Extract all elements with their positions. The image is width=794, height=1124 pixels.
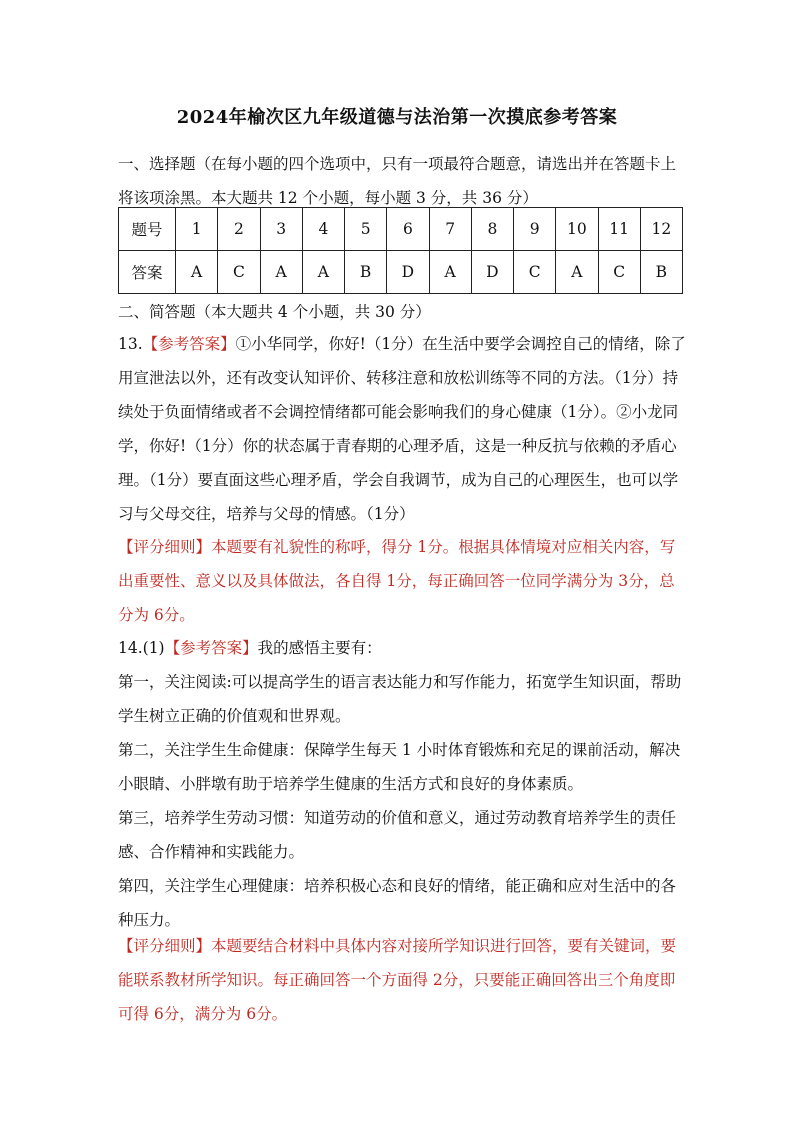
question-number: 3 <box>260 208 302 251</box>
q14-point: 第四，关注学生心理健康：培养积极心态和良好的情绪，能正确和应对生活中的各种压力。 <box>118 877 677 929</box>
question-number: 8 <box>471 208 513 251</box>
question-number: 10 <box>556 208 598 251</box>
question-number: 9 <box>514 208 556 251</box>
answer-cell: C <box>598 251 640 294</box>
question-number: 11 <box>598 208 640 251</box>
q13-rubric: 【评分细则】本题要有礼貌性的称呼，得分 1分。根据具体情境对应相关内容，写出重要性、意义以及具体做法，各自得 1分，每正确回答一位同学满分为 3分，总分为 6分。 <box>118 538 676 624</box>
q14-intro-line <box>118 631 686 665</box>
question-number: 5 <box>345 208 387 251</box>
answer-cell: A <box>429 251 471 294</box>
answer-cell: A <box>556 251 598 294</box>
question-number: 7 <box>429 208 471 251</box>
question-number: 1 <box>176 208 218 251</box>
answer-cell: D <box>471 251 513 294</box>
q13-answer-tag: 【参考答案】 <box>142 335 236 353</box>
q13-answer-text: ①小华同学，你好!（1分）在生活中要学会调控自己的情绪，除了用宣泄法以外，还有改变认知评价、转移注意和放松训练等不同的方法。（1分）持续处于负面情绪或者不会调控情绪都可能会影响我们的身心健康（1分）。②小龙同学，你好!（1分）你的状态属于青春期的心理矛盾，这是一种反抗与依赖的矛盾心理。（1分）要直面这些心理矛盾，学会自我调节，成为自己的心理医生，也可以学习与父母交往，培养与父母的情感。（1分） <box>118 335 686 523</box>
section2-heading: 二、简答题（本大题共 4 个小题，共 30 分） <box>118 303 431 321</box>
answer-cell: A <box>260 251 302 294</box>
answer-cell: D <box>387 251 429 294</box>
q14-intro: 我的感悟主要有： <box>257 639 382 657</box>
q14-rubric: 【评分细则】本题要结合材料中具体内容对接所学知识进行回答，要有关键词，要能联系教材所学知识。每正确回答一个方面得 2分，只要能正确回答出三个角度即可得 6分，满分为 6分。 <box>118 937 677 1023</box>
q13-answer <box>118 327 686 531</box>
answer-cell: B <box>345 251 387 294</box>
q14-answer-tag: 【参考答案】 <box>164 639 258 657</box>
answer-cell: A <box>302 251 344 294</box>
answer-cell: B <box>640 251 682 294</box>
q13-number: 13. <box>118 335 143 353</box>
question-number: 12 <box>640 208 682 251</box>
q14-answer <box>118 631 686 937</box>
row-label-number: 题号 <box>119 208 176 251</box>
row-label-answer: 答案 <box>119 251 176 294</box>
answer-cell: C <box>514 251 556 294</box>
answer-cell: C <box>218 251 260 294</box>
section1-heading: 一、选择题（在每小题的四个选项中，只有一项最符合题意，请选出并在答题卡上将该项涂黑。本大题共 12 个小题，每小题 3 分，共 36 分） <box>118 155 677 207</box>
question-number-row <box>119 208 683 251</box>
answer-row <box>119 251 683 294</box>
answer-table <box>118 207 683 294</box>
q14-point: 第二，关注学生生命健康：保障学生每天 1 小时体育锻炼和充足的课前活动，解决小眼睛、小胖墩有助于培养学生健康的生活方式和良好的身体素质。 <box>118 741 681 793</box>
page-title: 2024年榆次区九年级道德与法治第一次摸底参考答案 <box>176 107 618 128</box>
q14-point: 第一，关注阅读:可以提高学生的语言表达能力和写作能力，拓宽学生知识面，帮助学生树立正确的价值观和世界观。 <box>118 673 682 725</box>
answer-cell: A <box>176 251 218 294</box>
question-number: 2 <box>218 208 260 251</box>
question-number: 4 <box>302 208 344 251</box>
q14-point: 第三，培养学生劳动习惯：知道劳动的价值和意义，通过劳动教育培养学生的责任感、合作精神和实践能力。 <box>118 809 677 861</box>
question-number: 6 <box>387 208 429 251</box>
q14-number: 14.(1) <box>118 639 165 657</box>
